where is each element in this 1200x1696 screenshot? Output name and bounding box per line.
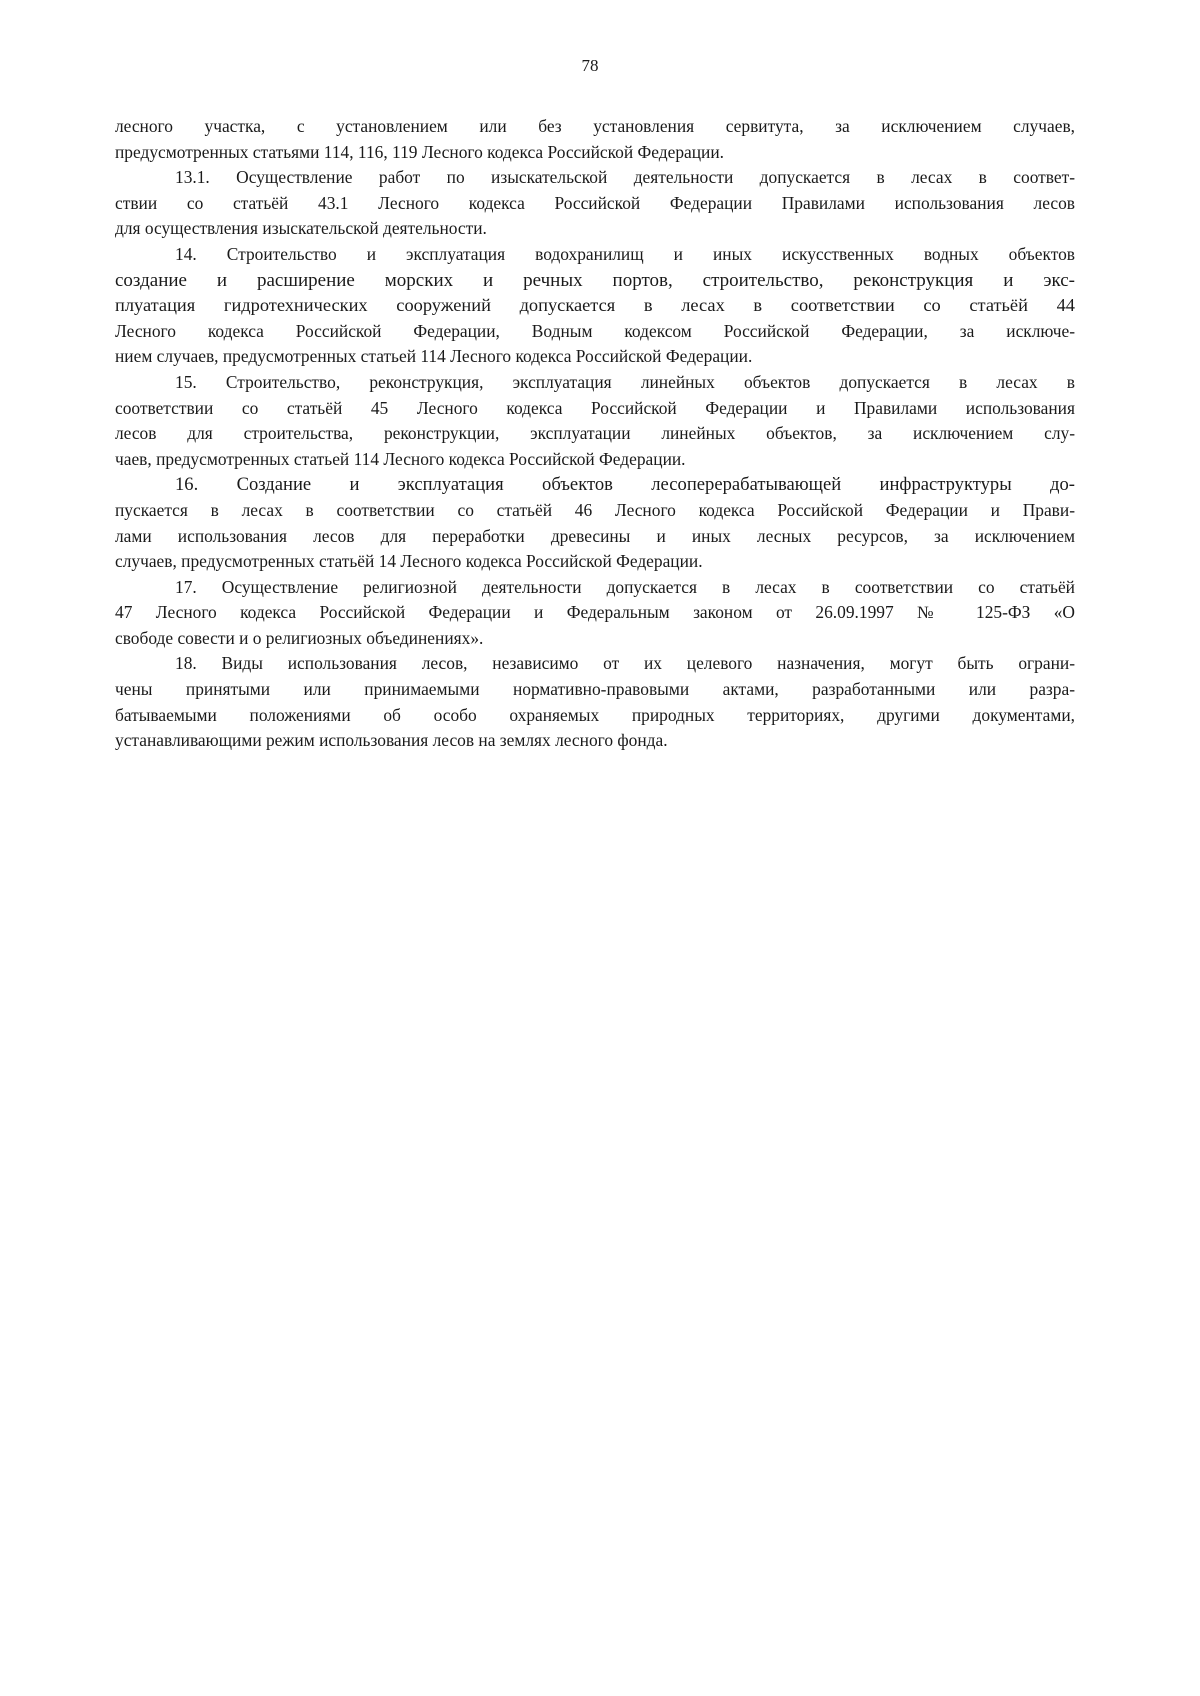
text-line: ствии со статьёй 43.1 Лесного кодекса Российской Федерации Правилами использования лесов: [115, 192, 1075, 213]
paragraph-16: [115, 472, 1075, 574]
text-line: 14. Строительство и эксплуатация водохранилищ и иных искусственных водных объектов: [175, 243, 1075, 264]
text-line: 15. Строительство, реконструкция, эксплуатация линейных объектов допускается в лесах в: [175, 371, 1075, 392]
text-line: Лесного кодекса Российской Федерации, Водным кодексом Российской Федерации, за исключе-: [115, 320, 1075, 341]
text-line: 16. Создание и эксплуатация объектов лесоперерабатывающей инфраструктуры до-: [175, 474, 1075, 496]
text-line: нием случаев, предусмотренных статьей 114 Лесного кодекса Российской Федерации.: [115, 346, 753, 367]
text-line: плуатация гидротехнических сооружений допускается в лесах в соответствии со статьёй 44: [115, 295, 1075, 316]
text-line: 47 Лесного кодекса Российской Федерации и Федеральным законом от 26.09.1997 № 125-ФЗ «О: [115, 602, 1075, 623]
text-line: устанавливающими режим использования лесов на землях лесного фонда.: [115, 730, 668, 751]
text-line: 13.1. Осуществление работ по изыскательской деятельности допускается в лесах в соответ-: [175, 167, 1075, 188]
text-line: чаев, предусмотренных статьей 114 Лесного кодекса Российской Федерации.: [115, 448, 686, 469]
text-line: лесов для строительства, реконструкции, эксплуатации линейных объектов, за исключением слу-: [115, 423, 1075, 444]
text-line: чены принятыми или принимаемыми нормативно-правовыми актами, разработанными или разра-: [115, 679, 1075, 700]
paragraph-continuation: [115, 114, 1075, 165]
text-line: создание и расширение морских и речных портов, строительство, реконструкция и экс-: [115, 269, 1075, 291]
text-line: 17. Осуществление религиозной деятельности допускается в лесах в соответствии со статьёй: [175, 576, 1075, 597]
text-line: свободе совести и о религиозных объединениях».: [115, 627, 484, 648]
text-line: батываемыми положениями об особо охраняемых природных территориях, другими документами,: [115, 704, 1075, 725]
paragraph-15: [115, 370, 1075, 472]
text-line: случаев, предусмотренных статьёй 14 Лесного кодекса Российской Федерации.: [115, 551, 703, 572]
document-body: [115, 114, 1075, 754]
text-line: для осуществления изыскательской деятельности.: [115, 218, 487, 239]
text-line: предусмотренных статьями 114, 116, 119 Лесного кодекса Российской Федерации.: [115, 141, 725, 162]
text-line: лесного участка, с установлением или без установления сервитута, за исключением случаев,: [115, 116, 1075, 136]
page-number: 78: [581, 56, 599, 75]
paragraph-18: [115, 651, 1075, 753]
paragraph-13-1: [115, 165, 1075, 242]
text-line: пускается в лесах в соответствии со статьёй 46 Лесного кодекса Российской Федерации и Прави-: [115, 499, 1075, 520]
paragraph-14: [115, 242, 1075, 370]
text-line: лами использования лесов для переработки древесины и иных лесных ресурсов, за исключением: [115, 525, 1075, 546]
paragraph-17: [115, 575, 1075, 652]
text-line: 18. Виды использования лесов, независимо от их целевого назначения, могут быть ограни-: [175, 653, 1075, 674]
text-line: соответствии со статьёй 45 Лесного кодекса Российской Федерации и Правилами использования: [115, 397, 1075, 418]
